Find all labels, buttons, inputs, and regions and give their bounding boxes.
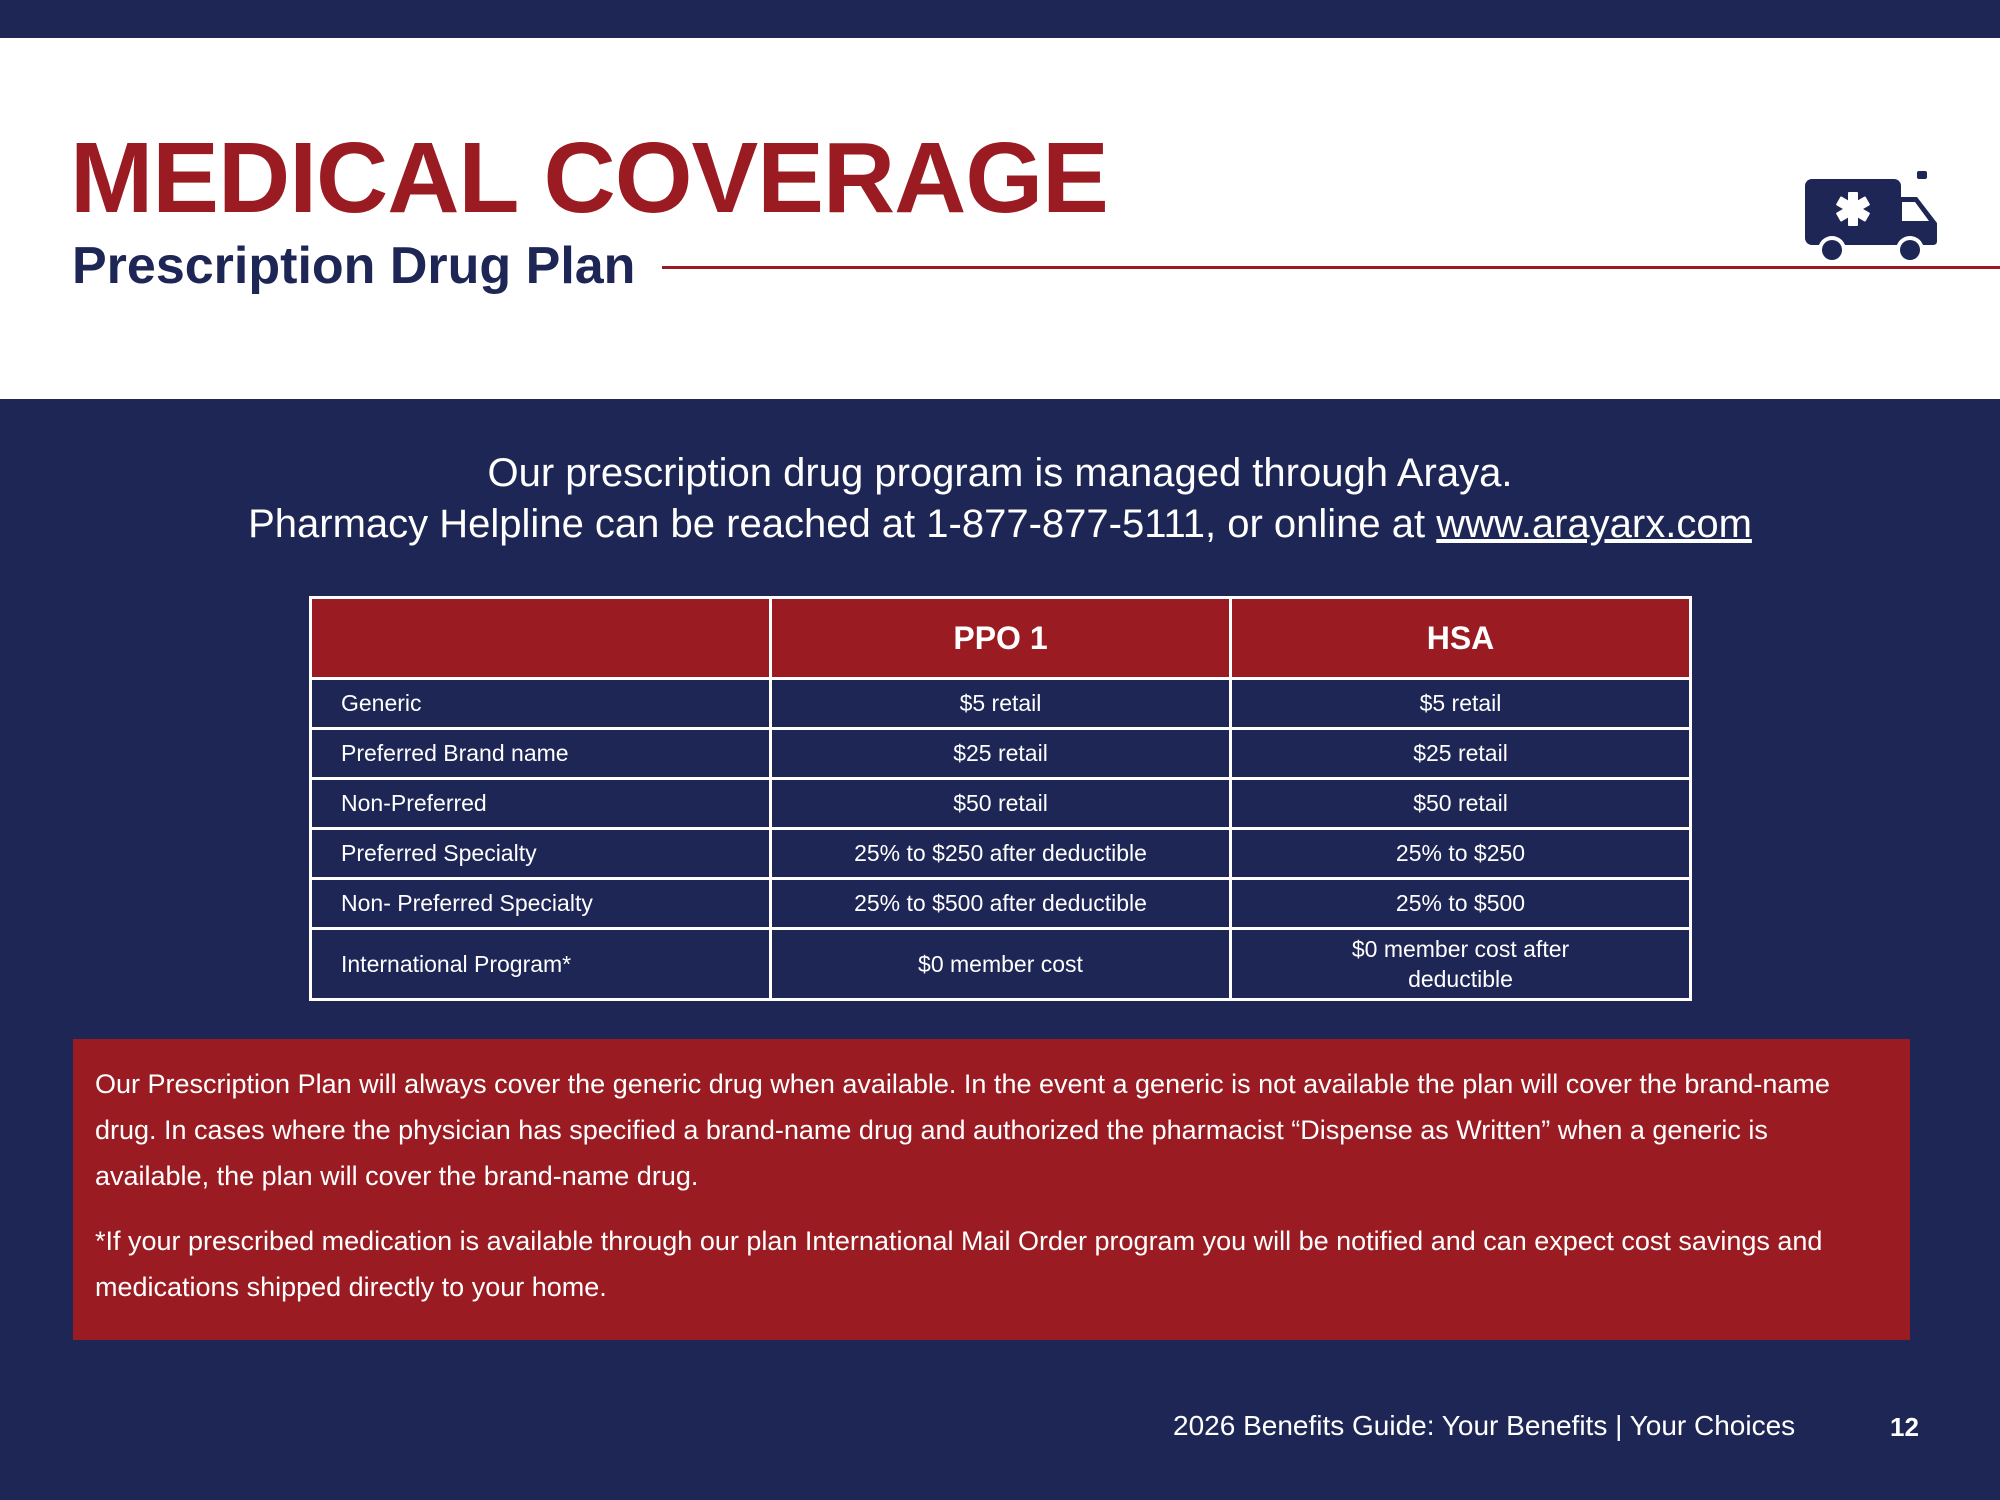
ppo-value: $50 retail xyxy=(771,779,1231,829)
table-header-hsa: HSA xyxy=(1231,598,1691,679)
ambulance-icon xyxy=(1805,171,1941,266)
top-bar xyxy=(0,0,2000,38)
table-header-ppo1: PPO 1 xyxy=(771,598,1231,679)
table-row xyxy=(311,779,1691,829)
row-label: Preferred Brand name xyxy=(311,729,771,779)
plan-notes-box xyxy=(73,1039,1910,1340)
ppo-value: $5 retail xyxy=(771,679,1231,729)
intro-line-2-text: Pharmacy Helpline can be reached at 1-877-877-5111, or online at xyxy=(248,502,1437,546)
table-row xyxy=(311,729,1691,779)
table-row xyxy=(311,929,1691,1000)
ppo-value: 25% to $500 after deductible xyxy=(771,879,1231,929)
prescription-benefits-table xyxy=(309,596,1692,1001)
ppo-value: 25% to $250 after deductible xyxy=(771,829,1231,879)
row-label: International Program* xyxy=(311,929,771,1000)
row-label: Generic xyxy=(311,679,771,729)
row-label: Non- Preferred Specialty xyxy=(311,879,771,929)
header-divider xyxy=(662,266,2000,269)
table-row xyxy=(311,829,1691,879)
page-title: MEDICAL COVERAGE xyxy=(70,122,1108,234)
intro-line-2 xyxy=(0,499,2000,550)
row-label: Non-Preferred xyxy=(311,779,771,829)
hsa-value: 25% to $500 xyxy=(1231,879,1691,929)
hsa-value: $5 retail xyxy=(1231,679,1691,729)
benefits-table-container xyxy=(309,596,1689,1001)
table-row xyxy=(311,679,1691,729)
table-row xyxy=(311,879,1691,929)
note-paragraph-international: *If your prescribed medication is available through our plan International Mail Order program you will be notified and can expect cost savings and medications shipped directly to your home. xyxy=(95,1226,1823,1302)
ppo-value: $25 retail xyxy=(771,729,1231,779)
intro-text xyxy=(0,448,2000,550)
header xyxy=(0,38,2000,399)
table-header-row xyxy=(311,598,1691,679)
row-label: Preferred Specialty xyxy=(311,829,771,879)
hsa-value: $25 retail xyxy=(1231,729,1691,779)
intro-line-1: Our prescription drug program is managed through Araya. xyxy=(487,451,1513,495)
araya-website-link[interactable]: www.arayarx.com xyxy=(1436,502,1752,546)
hsa-value: $50 retail xyxy=(1231,779,1691,829)
hsa-value: $0 member cost after deductible xyxy=(1231,929,1691,1000)
page-subtitle: Prescription Drug Plan xyxy=(72,237,636,295)
footer-text: 2026 Benefits Guide: Your Benefits | Your Choices xyxy=(1173,1410,1796,1441)
page-number: 12 xyxy=(1890,1412,1919,1442)
note-paragraph-generic: Our Prescription Plan will always cover the generic drug when available. In the event a generic is not available the plan will cover the brand-name drug. In cases where the physician has specified a brand-name drug and authorized the pharmacist “Dispense as Written” when a generic is available, the plan will cover the brand-name drug. xyxy=(95,1069,1830,1191)
table-header-blank xyxy=(311,598,771,679)
hsa-value: 25% to $250 xyxy=(1231,829,1691,879)
ppo-value: $0 member cost xyxy=(771,929,1231,1000)
